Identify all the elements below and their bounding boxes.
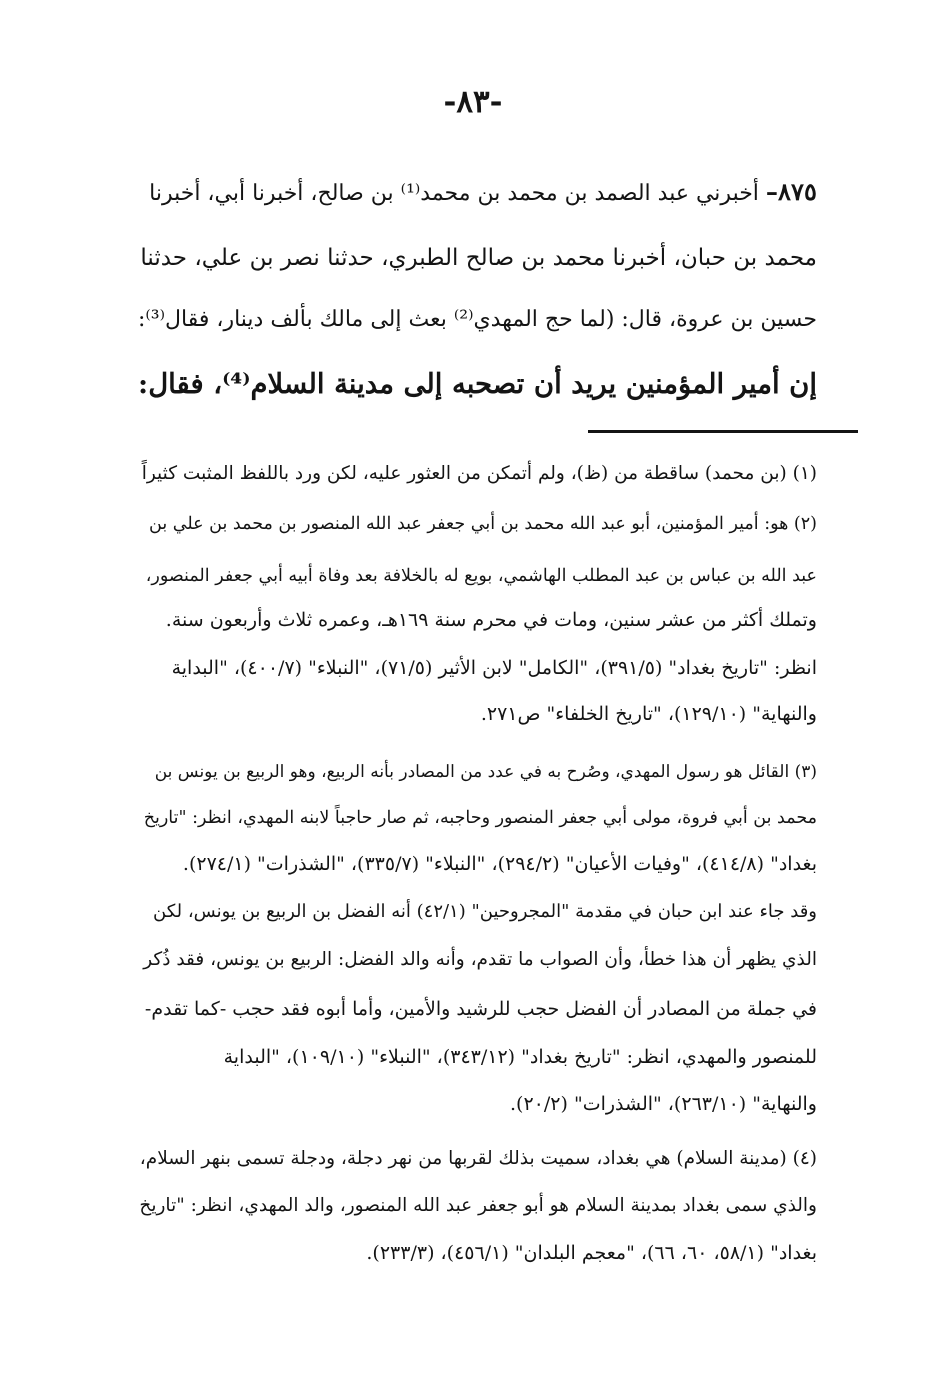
footnote-3-line: وقد جاء عند ابن حبان في مقدمة "المجروحين" (٤٢/١) أنه الفضل بن الربيع بن يونس، لكن xyxy=(153,901,817,922)
hadith-line-4 xyxy=(137,364,817,404)
footnote-3-line: في جملة من المصادر أن الفضل حجب للرشيد والأمين، وأما أبوه فقد حجب -كما تقدم- xyxy=(144,998,817,1020)
footnote-3-line: الذي يظهر أن هذا خطأ، وأن الصواب ما تقدم، وأنه والد الفضل: الربيع بن يونس، فقد ذُكر xyxy=(143,949,817,970)
hadith-line-3 xyxy=(137,300,817,340)
footnote-2-line: وتملك أكثر من عشر سنين، ومات في محرم سنة ١٦٩هـ، وعمره ثلاث وأربعون سنة. xyxy=(165,609,817,631)
footnote-1-line: (١) (بن محمد) ساقطة من (ظ)، ولم أتمكن من العثور عليه، لكن ورد باللفظ المثبت كثيراً xyxy=(141,463,817,484)
hadith-text-line: إن أمير المؤمنين يريد أن تصحبه إلى مدينة السلام⁽⁴⁾، فقال: xyxy=(138,368,817,400)
hadith-text-line: حسين بن عروة، قال: (لما حج المهدي⁽²⁾ بعث إلى مالك بألف دينار، فقال⁽³⁾: xyxy=(137,307,817,332)
hadith-text-line: محمد بن حبان، أخبرنا محمد بن صالح الطبري، حدثنا نصر بن علي، حدثنا xyxy=(140,245,817,271)
hadith-number: ٨٧٥– xyxy=(765,177,817,206)
footnote-4-line: بغداد" (٥٨/١، ٦٠، ٦٦)، "معجم البلدان" (٤٥٦/١)، (٢٣٣/٣). xyxy=(366,1242,817,1264)
hadith-line-2 xyxy=(137,238,817,278)
footnote-2-line: عبد الله بن عباس بن عبد المطلب الهاشمي، بويع له بالخلافة بعد وفاة أبيه أبي جعفر المنصور، xyxy=(145,566,817,586)
footnote-3-line: للمنصور والمهدي، انظر: "تاريخ بغداد" (٣٤٣/١٢)، "النبلاء" (١٠٩/١٠)، "البداية xyxy=(223,1046,817,1068)
hadith-text-line: أخبرني عبد الصمد بن محمد بن محمد⁽¹⁾ بن صالح، أخبرنا أبي، أخبرنا xyxy=(149,181,759,206)
footnote-3-line: محمد بن أبي فروة، مولى أبي جعفر المنصور وحاجبه، ثم صار حاجباً لابنه المهدي، انظر: "تاريخ xyxy=(143,808,817,828)
footnote-3-line: (٣) القائل هو رسول المهدي، وصُرح به في عدد من المصادر بأنه الربيع، وهو الربيع بن يونس بن xyxy=(154,762,817,782)
footnote-2-line: (٢) هو: أمير المؤمنين، أبو عبد الله محمد بن أبي جعفر عبد الله المنصور بن محمد بن علي بن xyxy=(149,514,817,534)
hadith-line-1 xyxy=(137,172,817,214)
page-number: -٨٣- xyxy=(443,84,503,120)
footnote-4-line: والذي سمى بغداد بمدينة السلام هو أبو جعفر عبد الله المنصور، والد المهدي، انظر: "تاريخ xyxy=(139,1195,817,1216)
footnote-4-line: (٤) (مدينة السلام) هي بغداد، سميت بذلك لقربها من نهر دجلة، ودجلة تسمى بنهر السلام، xyxy=(139,1148,817,1169)
footnote-divider xyxy=(588,430,858,433)
footnote-2-line: والنهاية" (١٢٩/١٠)، "تاريخ الخلفاء" ص٢٧١. xyxy=(480,703,817,725)
footnote-3-line: والنهاية" (٢٦٣/١٠)، "الشذرات" (٢٠/٢). xyxy=(510,1093,817,1115)
footnote-2-line: انظر: "تاريخ بغداد" (٣٩١/٥)، "الكامل" لابن الأثير (٧١/٥)، "النبلاء" (٤٠٠/٧)، "البداية xyxy=(171,657,817,679)
footnote-3-line: بغداد" (٤١٤/٨)، "وفيات الأعيان" (٢٩٤/٢)، "النبلاء" (٣٣٥/٧)، "الشذرات" (٢٧٤/١). xyxy=(182,853,817,875)
